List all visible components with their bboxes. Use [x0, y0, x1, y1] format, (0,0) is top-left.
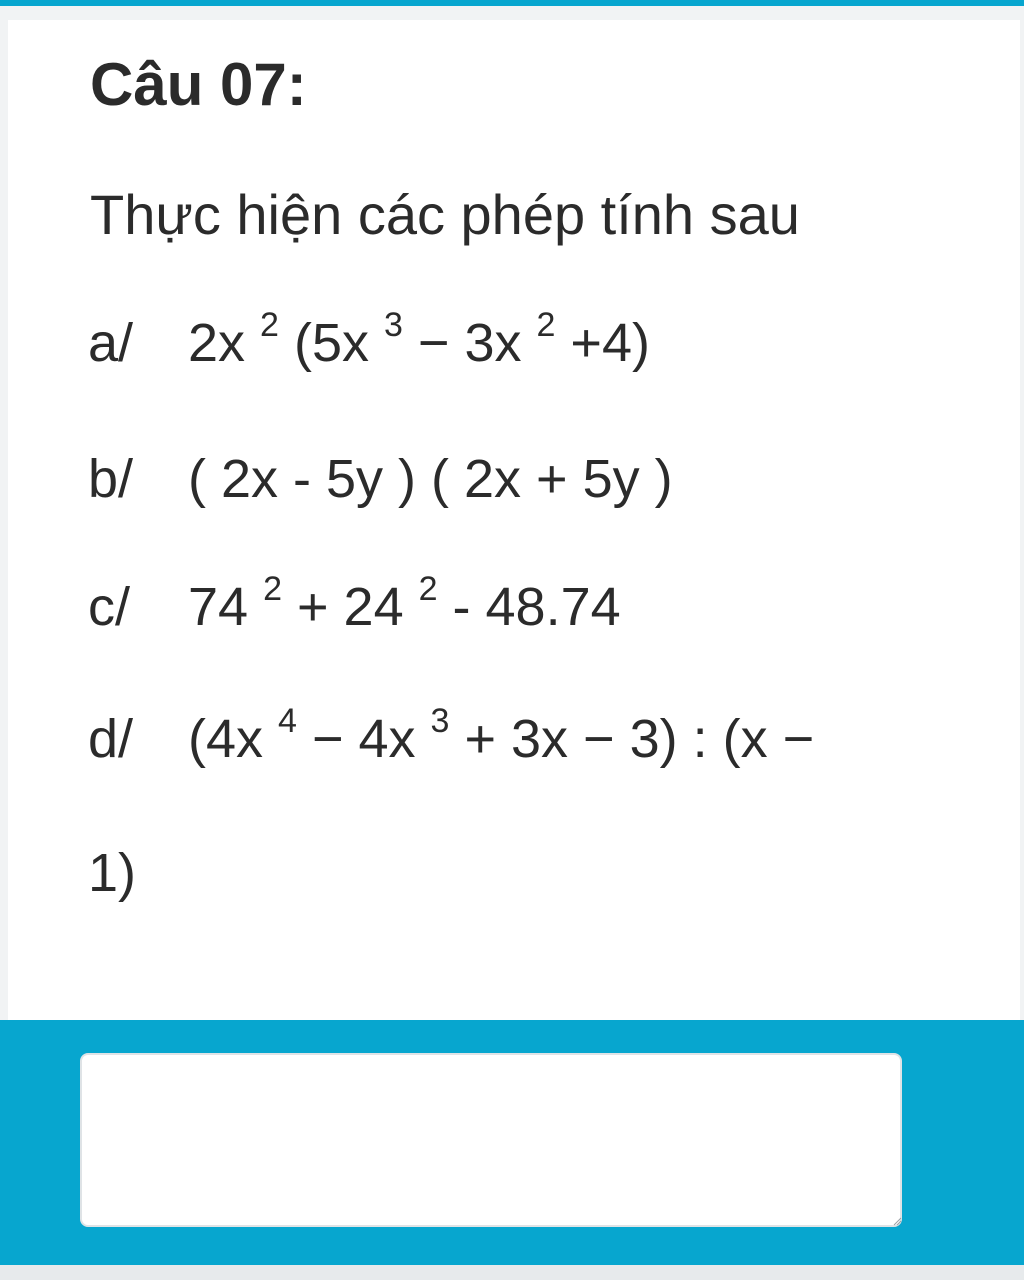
item-expression: 74 $^2$ + 24 $^2$ - 48.74: [188, 570, 621, 637]
footer-bottom-strip: [0, 1265, 1024, 1280]
item-label: b/: [88, 449, 134, 509]
answer-input[interactable]: [80, 1053, 902, 1227]
exercise-item-b: [88, 448, 673, 510]
item-label: a/: [88, 313, 134, 373]
item-label: d/: [88, 709, 134, 769]
question-prompt: Thực hiện các phép tính sau: [90, 183, 800, 246]
item-expression: ( 2x - 5y ) ( 2x + 5y ): [188, 449, 673, 509]
question-card: [8, 20, 1020, 1020]
exercise-item-d-continuation: 1): [88, 843, 137, 903]
exercise-item-c: [88, 570, 621, 638]
item-label: c/: [88, 577, 131, 637]
item-expression: (4x $^4$ − 4x $^3$ + 3x − 3) : (x −: [188, 702, 815, 769]
exercise-item-a: [88, 306, 650, 374]
top-accent-bar: [0, 0, 1024, 6]
item-expression: 2x $^2$ (5x $^3$ − 3x $^2$ +4): [188, 306, 650, 373]
resize-handle-icon[interactable]: [892, 1216, 902, 1226]
question-title: Câu 07:: [90, 51, 307, 118]
exercise-item-d: [88, 702, 815, 770]
